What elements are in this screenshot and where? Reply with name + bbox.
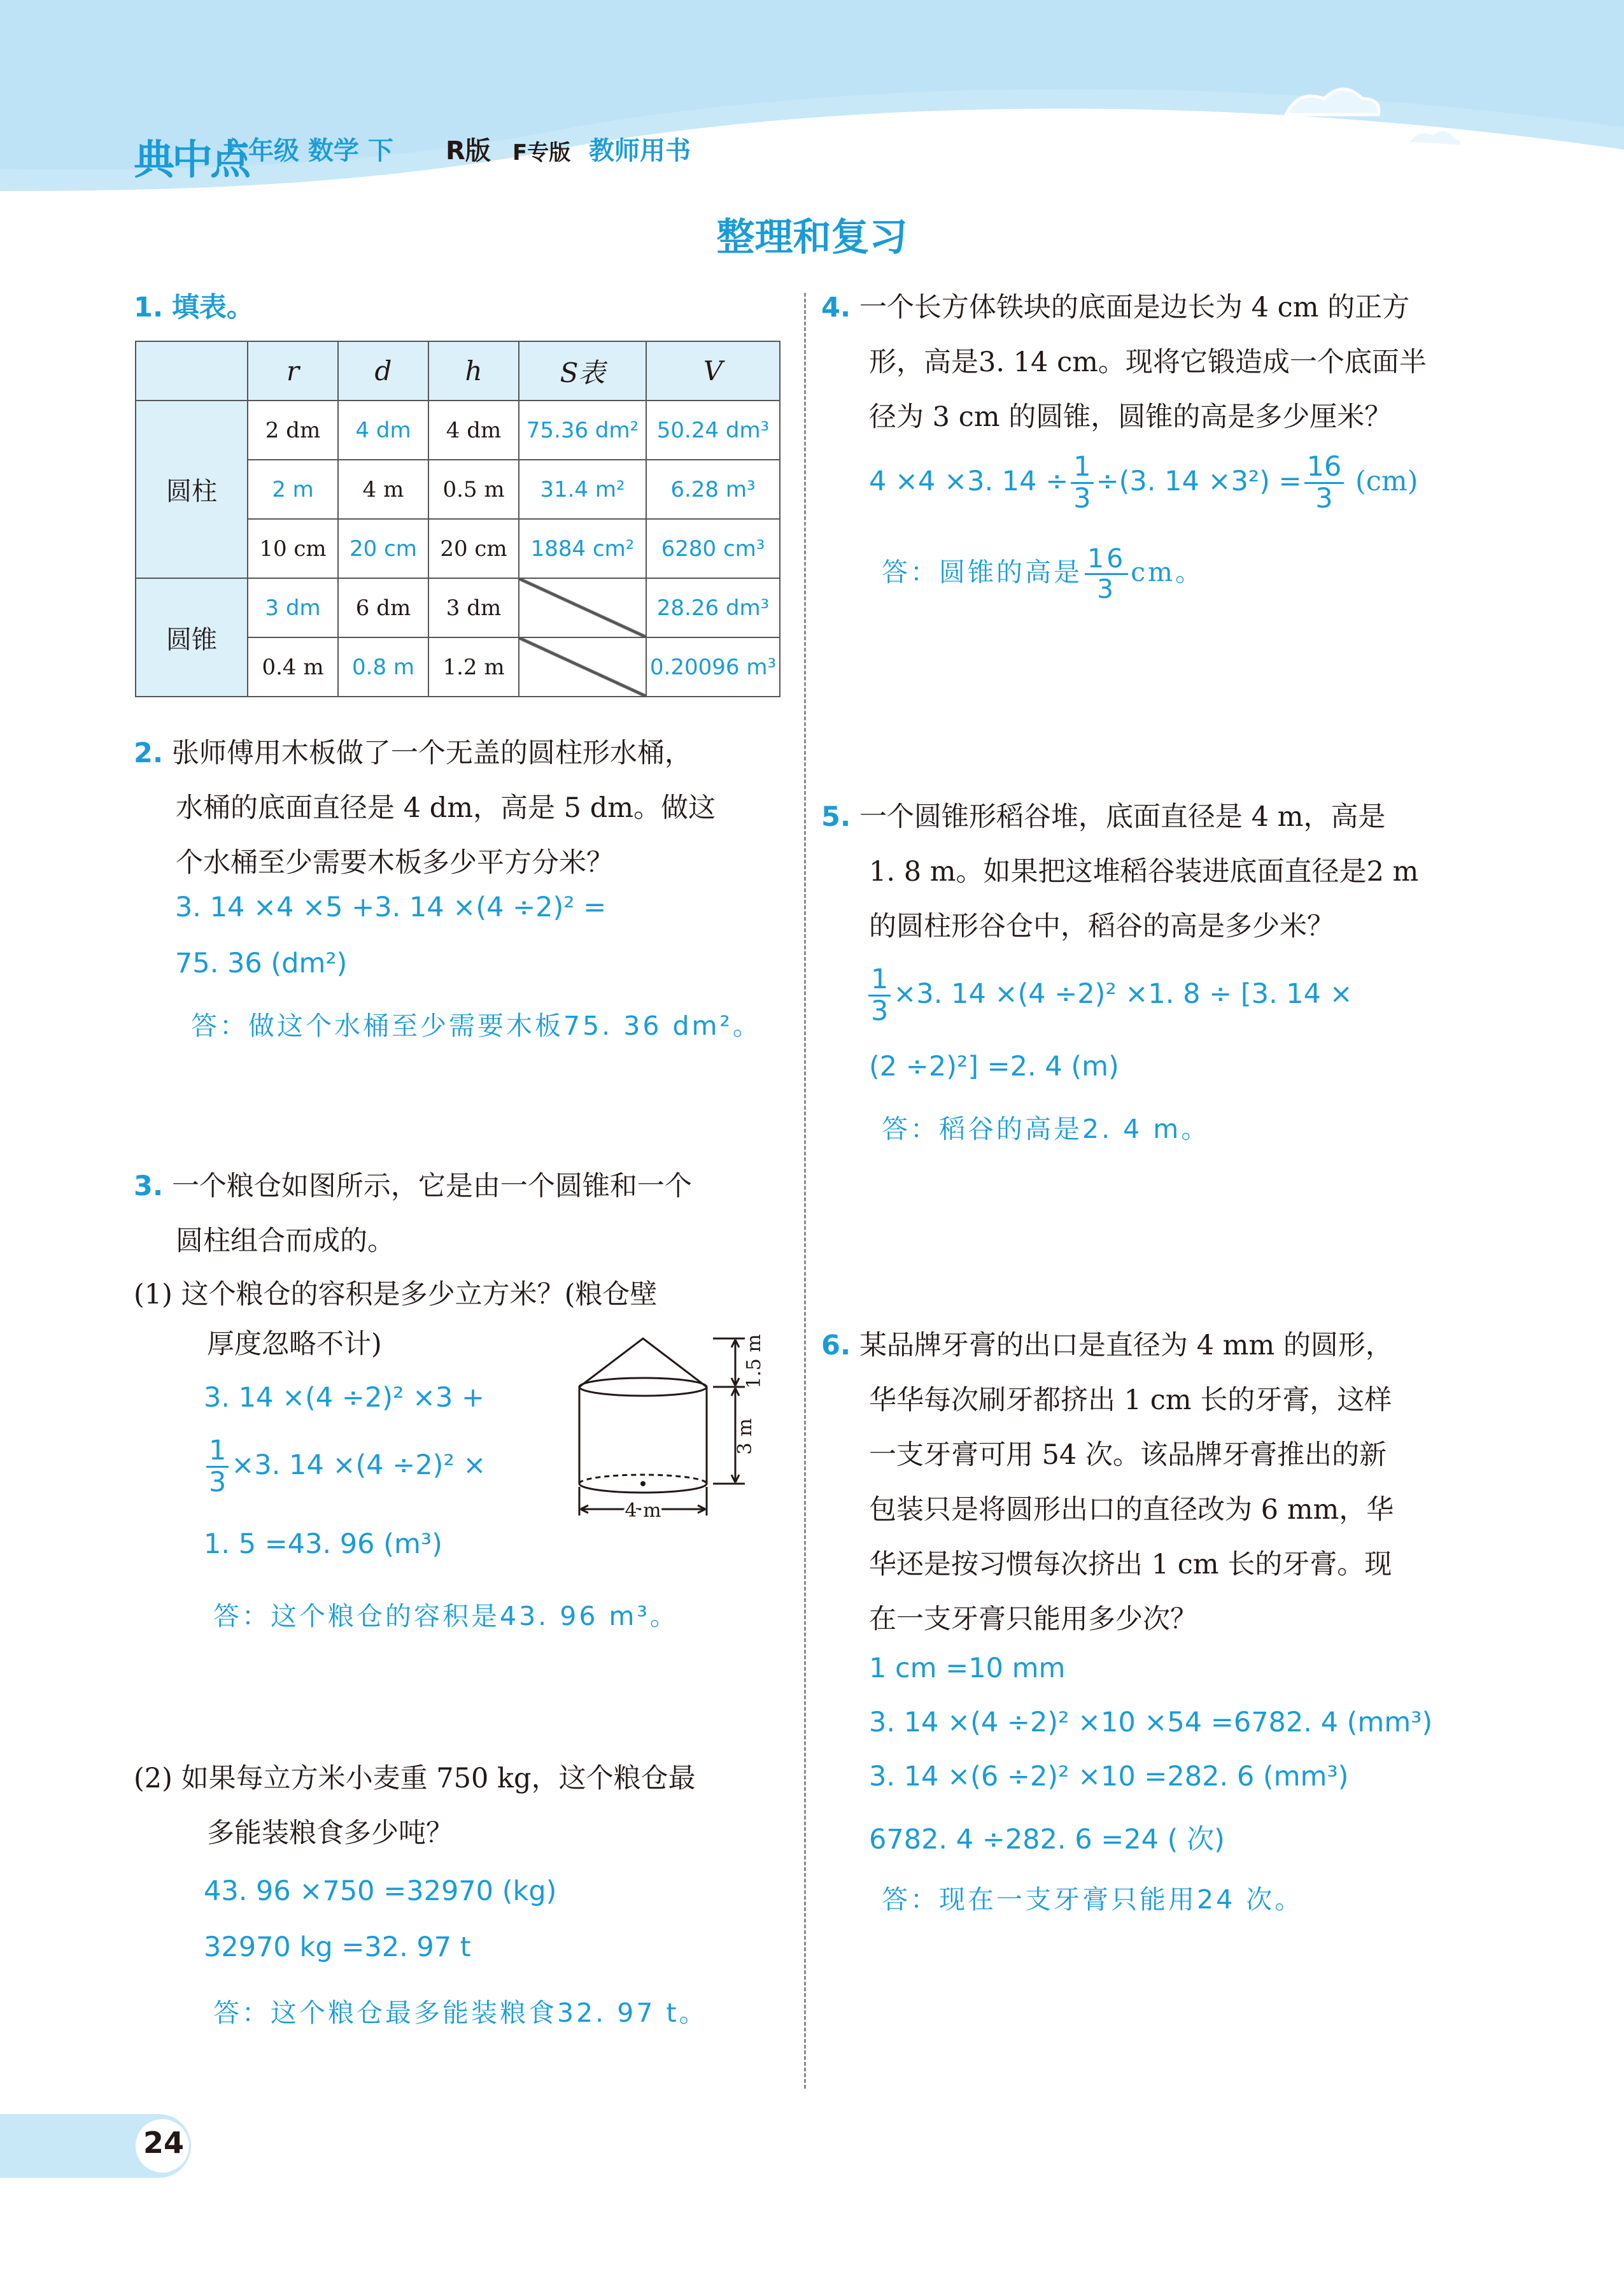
table-cell: 10 cm [248, 519, 338, 578]
header-book-type: 教师用书 [589, 136, 691, 166]
q6-line: 某品牌牙膏的出口是直径为 4 mm 的圆形， [859, 1330, 1393, 1361]
q2-line: 水桶的底面直径是 4 dm，高是 5 dm。做这 [176, 792, 716, 824]
q3-line: 一个粮仓如图所示，它是由一个圆锥和一个 [171, 1170, 692, 1202]
q6-line: 华还是按习惯每次挤出 1 cm 长的牙膏。现 [869, 1549, 1392, 1580]
q6-answer: 3. 14 ×(6 ÷2)² ×10 =282. 6 (mm³) [869, 1761, 1349, 1793]
table-cell: 3 dm [428, 578, 519, 637]
fraction: $\frac{1}{3}$ [868, 965, 891, 1026]
table-cell: 6280 cm³ [646, 519, 780, 578]
fraction: $\frac{16}{3}$ [1085, 544, 1128, 604]
table-cell: 0.5 m [428, 460, 519, 519]
q4-reply: 答：圆锥的高是 $\frac{16}{3}$ cm。 [882, 543, 1204, 604]
q3-sub2-reply: 答：这个粮仓最多能装粮食32. 97 t。 [213, 1998, 708, 2028]
q5-line: 的圆柱形谷仓中，稻谷的高是多少米？ [869, 911, 1334, 942]
table-cell: 1.2 m [428, 637, 519, 697]
fill-table [135, 341, 780, 697]
header-special: F专版 [512, 140, 571, 166]
table-cell: 20 cm [338, 519, 428, 578]
q5-answer: (2 ÷2)²] =2. 4 (m) [869, 1051, 1119, 1083]
table-cell: 4 m [338, 460, 428, 519]
q1 [134, 280, 254, 335]
q2-number: 2. [134, 737, 164, 769]
q4-line: 一个长方体铁块的底面是边长为 4 cm 的正方 [859, 292, 1410, 323]
q6-answer: 1 cm =10 mm [869, 1652, 1066, 1684]
table-cell: 50.24 dm³ [646, 401, 780, 460]
fig-diameter: 4 m [625, 1500, 661, 1522]
fraction: $\frac{1}{3}$ [1071, 452, 1093, 514]
q5 [821, 790, 1496, 954]
logo: 典中点 [134, 137, 248, 184]
q3-sub2-line: (2) 如果每立方米小麦重 750 kg，这个粮仓最 [134, 1763, 696, 1794]
q5-answer: $\frac{1}{3}$ ×3. 14 ×(4 ÷2)² ×1. 8 ÷ [3. 14 × [866, 965, 1353, 1026]
q6-answer: 6782. 4 ÷282. 6 =24 ( 次) [869, 1824, 1225, 1856]
table-cell: 1884 cm² [519, 519, 646, 578]
q4-line: 径为 3 cm 的圆锥，圆锥的高是多少厘米？ [869, 401, 1392, 433]
q1-number: 1. [134, 292, 164, 323]
q2 [134, 726, 796, 890]
q6-line: 在一支牙膏只能用多少次？ [869, 1603, 1197, 1635]
q6-reply: 答：现在一支牙膏只能用24 次。 [882, 1884, 1304, 1915]
table-cell: 20 cm [428, 519, 519, 578]
q3-line: 圆柱组合而成的。 [176, 1225, 395, 1257]
q2-reply: 答：做这个水桶至少需要木板75. 36 dm²。 [191, 1011, 761, 1041]
q4-number: 4. [821, 292, 851, 323]
q3-sub1-answer: 3. 14 ×(4 ÷2)² ×3 + [204, 1382, 485, 1414]
group-cylinder: 圆柱 [136, 401, 248, 578]
fig-cone-height: 1.5 m [743, 1334, 765, 1389]
table-cell: 2 dm [248, 401, 338, 460]
q2-line: 个水桶至少需要木板多少平方分米？ [176, 847, 614, 879]
q3-sub2-line: 多能装粮食多少吨？ [207, 1817, 453, 1849]
header-edition: R版 [446, 136, 491, 166]
header-grade: 六年级 数学 下 [223, 136, 393, 166]
table-cell: 4 dm [428, 401, 519, 460]
q5-line: 1. 8 m。如果把这堆稻谷装进底面直径是2 m [869, 856, 1419, 888]
granary-figure [560, 1324, 789, 1528]
q2-line: 张师傅用木板做了一个无盖的圆柱形水桶， [171, 737, 692, 769]
table-cell: 0.20096 m³ [646, 637, 780, 697]
q3 [134, 1159, 796, 1268]
q1-text: 填表。 [171, 292, 254, 323]
q2-answer-line: 3. 14 ×4 ×5 +3. 14 ×(4 ÷2)² = [175, 891, 607, 923]
q6-number: 6. [821, 1330, 851, 1361]
col-r: r [248, 341, 338, 401]
table-corner [136, 341, 248, 401]
table-cell: 28.26 dm³ [646, 578, 780, 637]
col-v: V [646, 341, 780, 401]
q5-reply: 答：稻谷的高是2. 4 m。 [882, 1114, 1210, 1144]
group-cone: 圆锥 [136, 578, 248, 697]
q4 [821, 280, 1496, 444]
fraction: $\frac{16}{3}$ [1304, 452, 1345, 514]
table-cell: 2 m [248, 460, 338, 519]
q6 [821, 1318, 1496, 1647]
fraction: $\frac{1}{3}$ [206, 1436, 229, 1498]
q3-sub2-answer: 32970 kg =32. 97 t [204, 1931, 471, 1963]
table-cell: 4 dm [338, 401, 428, 460]
q5-number: 5. [821, 801, 851, 833]
cylinder-top [579, 1378, 707, 1396]
q3-sub1-line: (1) 这个粮仓的容积是多少立方米？(粮仓壁 [134, 1279, 658, 1310]
q6-line: 华华每次刷牙都挤出 1 cm 长的牙膏，这样 [869, 1384, 1392, 1416]
fig-cyl-height: 3 m [734, 1418, 756, 1455]
table-cell: 0.8 m [338, 637, 428, 697]
col-s: S表 [519, 341, 646, 401]
q3-sub1-reply: 答：这个粮仓的容积是43. 96 m³。 [213, 1601, 679, 1631]
table-cell-slash [519, 578, 646, 637]
table-cell: 6 dm [338, 578, 428, 637]
page-number: 24 [143, 2126, 185, 2160]
col-d: d [338, 341, 428, 401]
q4-line: 形，高是3. 14 cm。现将它锻造成一个底面半 [869, 346, 1427, 378]
q3-sub1-answer: $\frac{1}{3}$ ×3. 14 ×(4 ÷2)² × [204, 1436, 486, 1498]
q6-line: 一支牙膏可用 54 次。该品牌牙膏推出的新 [869, 1439, 1387, 1471]
q5-line: 一个圆锥形稻谷堆，底面直径是 4 m，高是 [859, 801, 1386, 833]
table-cell: 75.36 dm² [519, 401, 646, 460]
q3-sub1-answer: 1. 5 =43. 96 (m³) [204, 1528, 442, 1560]
q6-answer: 3. 14 ×(4 ÷2)² ×10 ×54 =6782. 4 (mm³) [869, 1707, 1433, 1738]
table-cell: 3 dm [248, 578, 338, 637]
q2-answer-line: 75. 36 (dm²) [175, 948, 348, 979]
q4-answer: 4 ×4 ×3. 14 ÷ $\frac{1}{3}$ ÷(3. 14 ×3²) = $\frac{16}{3}$ (cm) [869, 451, 1418, 515]
column-divider [804, 293, 806, 2089]
table-cell: 6.28 m³ [646, 460, 780, 519]
q3-sub2-answer: 43. 96 ×750 =32970 (kg) [204, 1875, 557, 1907]
q3-sub1-line: 厚度忽略不计) [207, 1328, 382, 1360]
page-title: 整理和复习 [716, 215, 908, 260]
q6-line: 包装只是将圆形出口的直径改为 6 mm，华 [869, 1494, 1394, 1526]
table-cell: 0.4 m [248, 637, 338, 697]
table-cell: 31.4 m² [519, 460, 646, 519]
q3-number: 3. [134, 1170, 164, 1202]
q3-sub2 [134, 1751, 796, 1861]
table-cell-slash [519, 637, 646, 697]
col-h: h [428, 341, 519, 401]
